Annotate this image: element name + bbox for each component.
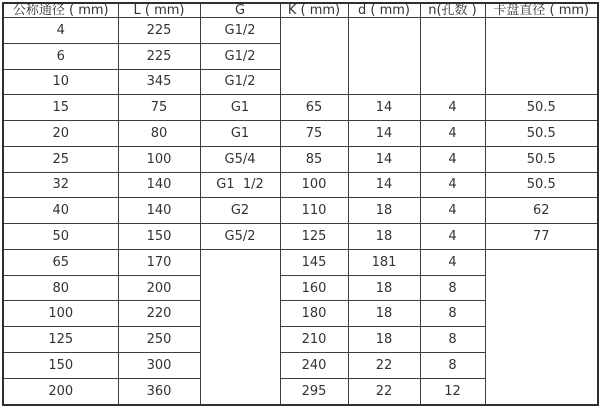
table-cell: 295: [280, 378, 348, 405]
table-cell: 100: [3, 301, 118, 327]
table-cell: G1/2: [200, 69, 280, 95]
table-cell: 14: [348, 172, 420, 198]
table-cell: [200, 249, 280, 405]
table-cell: 18: [348, 275, 420, 301]
table-cell: G5/2: [200, 224, 280, 250]
table-row: [3, 146, 598, 172]
table-row: [3, 95, 598, 121]
table-row: [3, 121, 598, 147]
table-cell: 300: [118, 352, 200, 378]
table-cell: 200: [3, 378, 118, 405]
table-cell: 150: [118, 224, 200, 250]
table-cell: 360: [118, 378, 200, 405]
table-cell: 14: [348, 95, 420, 121]
table-row: [3, 224, 598, 250]
table-cell: 4: [420, 224, 485, 250]
table-cell: [485, 249, 598, 405]
table-cell: 25: [3, 146, 118, 172]
table-cell: 75: [118, 95, 200, 121]
table-cell: 50.5: [485, 146, 598, 172]
table-cell: 80: [118, 121, 200, 147]
table-cell: 200: [118, 275, 200, 301]
header-row: [3, 3, 598, 18]
table-cell: [348, 18, 420, 95]
spec-table: [2, 2, 599, 406]
table-cell: 75: [280, 121, 348, 147]
table-cell: 4: [420, 249, 485, 275]
table-cell: 22: [348, 352, 420, 378]
table-cell: G1/2: [200, 43, 280, 69]
table-cell: 220: [118, 301, 200, 327]
table-cell: 22: [348, 378, 420, 405]
column-header-thread-g: G: [200, 3, 280, 18]
table-cell: 8: [420, 352, 485, 378]
table-cell: 12: [420, 378, 485, 405]
table-cell: 10: [3, 69, 118, 95]
table-cell: 50.5: [485, 95, 598, 121]
table-cell: 80: [3, 275, 118, 301]
table-cell: 240: [280, 352, 348, 378]
column-header-k: K ( mm): [280, 3, 348, 18]
table-cell: 4: [420, 121, 485, 147]
table-cell: 100: [118, 146, 200, 172]
table-cell: 8: [420, 275, 485, 301]
table-cell: 4: [420, 172, 485, 198]
table-cell: 85: [280, 146, 348, 172]
table-body: [3, 18, 598, 406]
table-row: [3, 249, 598, 275]
table-cell: [280, 18, 348, 95]
table-row: [3, 172, 598, 198]
table-cell: 225: [118, 43, 200, 69]
column-header-nominal-diameter: 公称通径 ( mm): [3, 3, 118, 18]
column-header-hole-count-n: n(孔数 ): [420, 3, 485, 18]
table-cell: 50.5: [485, 172, 598, 198]
table-cell: 110: [280, 198, 348, 224]
table-cell: 4: [3, 18, 118, 44]
table-cell: 210: [280, 327, 348, 353]
table-cell: 14: [348, 146, 420, 172]
table-row: [3, 198, 598, 224]
column-header-chuck-diameter: 卡盘直径 ( mm): [485, 3, 598, 18]
table-cell: 18: [348, 327, 420, 353]
table-head: [3, 3, 598, 18]
table-cell: 145: [280, 249, 348, 275]
table-cell: 345: [118, 69, 200, 95]
table-cell: 4: [420, 198, 485, 224]
table-cell: 20: [3, 121, 118, 147]
column-header-d: d ( mm): [348, 3, 420, 18]
table-cell: 65: [280, 95, 348, 121]
table-cell: 50: [3, 224, 118, 250]
table-cell: 4: [420, 95, 485, 121]
table-cell: 180: [280, 301, 348, 327]
table-cell: G1: [200, 95, 280, 121]
table-cell: 15: [3, 95, 118, 121]
table-cell: 100: [280, 172, 348, 198]
table-cell: 62: [485, 198, 598, 224]
table-cell: 18: [348, 198, 420, 224]
table-cell: [420, 18, 485, 95]
table-cell: 150: [3, 352, 118, 378]
table-cell: 8: [420, 327, 485, 353]
table-cell: 170: [118, 249, 200, 275]
table-cell: 6: [3, 43, 118, 69]
table-cell: G1/2: [200, 18, 280, 44]
table-cell: 14: [348, 121, 420, 147]
table-cell: 140: [118, 198, 200, 224]
table-cell: 40: [3, 198, 118, 224]
table-cell: G1: [200, 121, 280, 147]
table-cell: 77: [485, 224, 598, 250]
table-cell: 32: [3, 172, 118, 198]
table-cell: 18: [348, 301, 420, 327]
table-cell: 181: [348, 249, 420, 275]
table-cell: 8: [420, 301, 485, 327]
table-cell: 225: [118, 18, 200, 44]
table-cell: [485, 18, 598, 95]
column-header-length-l: L ( mm): [118, 3, 200, 18]
table-cell: 125: [280, 224, 348, 250]
table-row: [3, 18, 598, 44]
table-cell: 50.5: [485, 121, 598, 147]
table-cell: 125: [3, 327, 118, 353]
table-cell: 4: [420, 146, 485, 172]
table-cell: 160: [280, 275, 348, 301]
table-cell: 65: [3, 249, 118, 275]
table-cell: 140: [118, 172, 200, 198]
table-cell: G5/4: [200, 146, 280, 172]
table-cell: 18: [348, 224, 420, 250]
table-cell: G1 1/2: [200, 172, 280, 198]
table-cell: 250: [118, 327, 200, 353]
table-cell: G2: [200, 198, 280, 224]
